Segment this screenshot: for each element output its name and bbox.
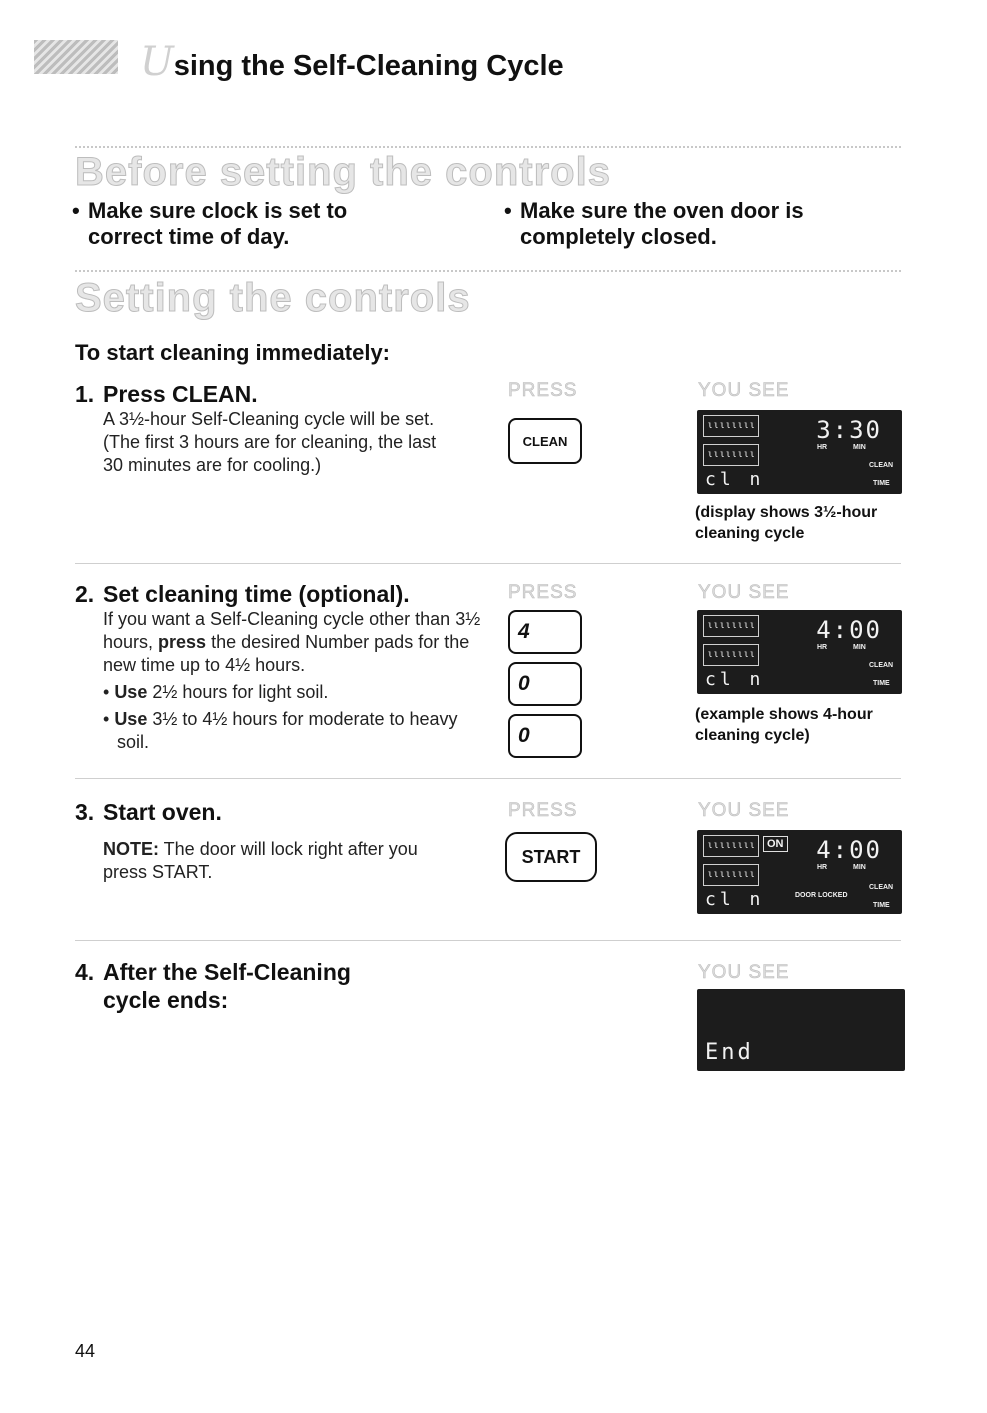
step-1-title bbox=[75, 380, 258, 408]
step-4-title bbox=[75, 958, 351, 986]
step-1-caption: (display shows 3½-hour cleaning cycle bbox=[695, 504, 878, 542]
you-see-label: YOU SEE bbox=[698, 800, 790, 821]
step-2-caption: (example shows 4-hour cleaning cycle) bbox=[695, 706, 873, 744]
page-title bbox=[140, 39, 564, 85]
display-min: MIN bbox=[853, 864, 866, 871]
display-hr: HR bbox=[817, 444, 828, 451]
display-indicator-icon: ιιιιιιιι bbox=[703, 835, 759, 857]
note-label: NOTE: bbox=[103, 839, 159, 859]
step-3-note bbox=[103, 838, 463, 884]
step-2-body bbox=[103, 608, 483, 677]
bullet-text: Make sure the oven door is completely closed. bbox=[520, 198, 804, 249]
section-divider bbox=[75, 146, 901, 148]
title-initial: U bbox=[140, 39, 174, 85]
bullet-text: 2½ hours for light soil. bbox=[147, 682, 329, 702]
body-bold: press bbox=[158, 632, 207, 652]
step-number: 2. bbox=[75, 581, 95, 607]
you-see-label: YOU SEE bbox=[698, 582, 790, 603]
note-text: The door will lock right after you press START. bbox=[103, 839, 418, 882]
bullet-dot: • bbox=[72, 198, 80, 223]
number-key: 0 bbox=[508, 714, 582, 758]
press-label: PRESS bbox=[508, 800, 578, 821]
body-text: the desired Number pads for the new time up to 4½ hours. bbox=[103, 632, 470, 675]
bullet-bold: Use bbox=[114, 709, 148, 729]
step-title-text: Start oven. bbox=[103, 799, 222, 825]
display-indicator-icon: ιιιιιιιι bbox=[703, 615, 759, 637]
before-bullet-1 bbox=[72, 198, 412, 250]
display-time: 4:00 bbox=[816, 616, 882, 644]
display-word: cl n bbox=[705, 669, 765, 690]
press-label: PRESS bbox=[508, 582, 578, 603]
press-label: PRESS bbox=[508, 380, 578, 401]
step-number: 3. bbox=[75, 799, 95, 825]
before-bullet-2 bbox=[504, 198, 864, 250]
bullet-bold: Use bbox=[114, 682, 148, 702]
bullet-dot: • bbox=[504, 198, 512, 223]
display-hr: HR bbox=[817, 644, 828, 651]
setting-subheading: To start cleaning immediately: bbox=[75, 340, 391, 365]
display-word: End bbox=[705, 1040, 754, 1065]
step-divider bbox=[75, 778, 901, 779]
oven-display bbox=[697, 830, 902, 914]
header-logo bbox=[34, 40, 118, 74]
step-2-bullet-1 bbox=[103, 681, 483, 704]
display-time-label: TIME bbox=[873, 680, 890, 687]
display-time-label: TIME bbox=[873, 480, 890, 487]
oven-display bbox=[697, 410, 902, 494]
display-indicator-icon: ιιιιιιιι bbox=[703, 444, 759, 466]
step-title-text: After the Self-Cleaning bbox=[103, 959, 351, 985]
setting-heading: Setting the controls bbox=[75, 276, 471, 320]
display-word: cl n bbox=[705, 889, 765, 910]
before-heading: Before setting the controls bbox=[75, 150, 611, 194]
step-number: 1. bbox=[75, 381, 95, 407]
step-number: 4. bbox=[75, 959, 95, 985]
display-clean: CLEAN bbox=[869, 662, 894, 669]
title-text: sing the Self-Cleaning Cycle bbox=[173, 50, 564, 82]
clean-key: CLEAN bbox=[508, 418, 582, 464]
body-text: If you want a Self-Cleaning cycle other than 3½ hours, bbox=[103, 609, 481, 652]
bullet-dot: • bbox=[103, 709, 115, 729]
display-indicator-icon: ιιιιιιιι bbox=[703, 864, 759, 886]
step-2-bullet-2 bbox=[103, 708, 477, 754]
step-divider bbox=[75, 940, 901, 941]
display-clean: CLEAN bbox=[869, 884, 894, 891]
number-key: 4 bbox=[508, 610, 582, 654]
step-1-body: A 3½-hour Self-Cleaning cycle will be set. (The first 3 hours are for cleaning, the last 30 minutes are for cooling.) bbox=[103, 409, 437, 475]
start-key: START bbox=[505, 832, 597, 882]
display-on: ON bbox=[763, 836, 788, 852]
display-clean: CLEAN bbox=[869, 462, 894, 469]
display-min: MIN bbox=[853, 644, 866, 651]
you-see-label: YOU SEE bbox=[698, 380, 790, 401]
display-indicator-icon: ιιιιιιιι bbox=[703, 415, 759, 437]
display-indicator-icon: ιιιιιιιι bbox=[703, 644, 759, 666]
step-title-text: Set cleaning time (optional). bbox=[103, 581, 410, 607]
step-2-title bbox=[75, 580, 410, 608]
step-divider bbox=[75, 563, 901, 564]
display-door-locked: DOOR LOCKED bbox=[795, 892, 848, 899]
step-3-title bbox=[75, 798, 222, 826]
oven-display bbox=[697, 610, 902, 694]
bullet-dot: • bbox=[103, 682, 115, 702]
oven-display bbox=[697, 989, 905, 1071]
step-4-title-line-2: cycle ends: bbox=[103, 987, 229, 1013]
bullet-text: 3½ to 4½ hours for moderate to heavy soil. bbox=[117, 709, 458, 752]
display-hr: HR bbox=[817, 864, 828, 871]
number-key: 0 bbox=[508, 662, 582, 706]
bullet-text: Make sure clock is set to correct time of day. bbox=[88, 198, 348, 249]
display-time-label: TIME bbox=[873, 902, 890, 909]
you-see-label: YOU SEE bbox=[698, 962, 790, 983]
step-title-text: Press CLEAN. bbox=[103, 381, 258, 407]
display-min: MIN bbox=[853, 444, 866, 451]
page-number: 44 bbox=[75, 1341, 96, 1361]
display-time: 4:00 bbox=[816, 836, 882, 864]
display-time: 3:30 bbox=[816, 416, 882, 444]
section-divider bbox=[75, 270, 901, 272]
display-word: cl n bbox=[705, 469, 765, 490]
